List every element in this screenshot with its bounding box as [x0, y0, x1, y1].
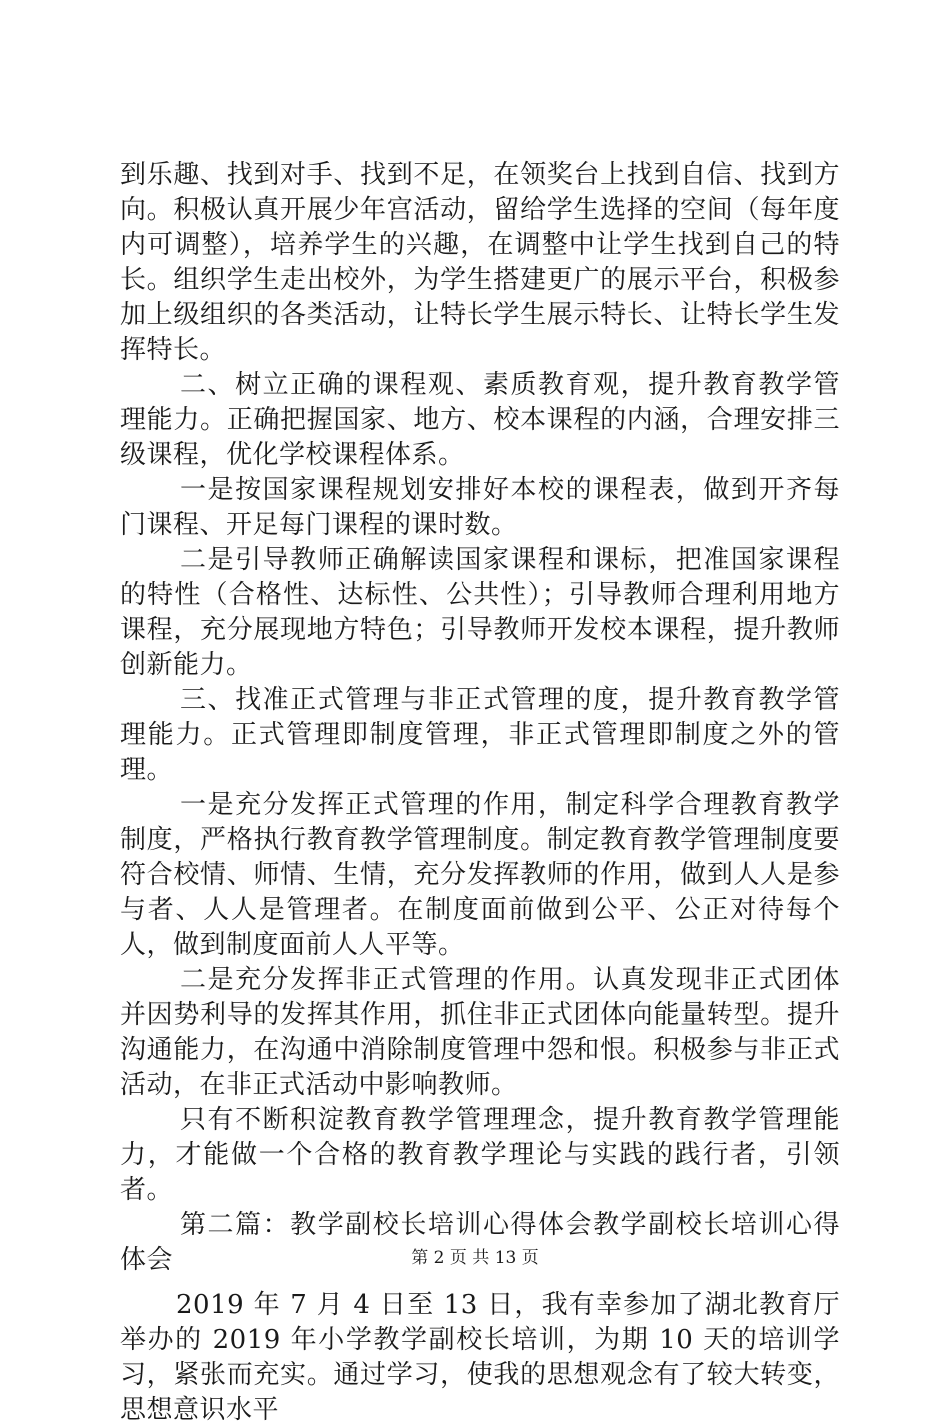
- document-body: [120, 158, 840, 1428]
- paragraph-1: 到乐趣、找到对手、找到不足，在领奖台上找到自信、找到方向。积极认真开展少年宫活动，留给学生选择的空间（每年度内可调整），培养学生的兴趣，在调整中让学生找到自己的特长。组织学生走出校外，为学生搭建更广的展示平台，积极参加上级组织的各类活动，让特长学生展示特长、让特长学生发挥特长。: [120, 160, 840, 365]
- page-footer: 第 2 页 共 13 页: [411, 1248, 539, 1268]
- paragraph-7: 二是充分发挥非正式管理的作用。认真发现非正式团体并因势利导的发挥其作用，抓住非正式团体向能量转型。提升沟通能力，在沟通中消除制度管理中怨和恨。积极参与非正式活动，在非正式活动中影响教师。: [120, 965, 840, 1100]
- paragraph-5: 三、找准正式管理与非正式管理的度，提升教育教学管理能力。正式管理即制度管理，非正式管理即制度之外的管理。: [120, 685, 840, 785]
- paragraph-4: 二是引导教师正确解读国家课程和课标，把准国家课程的特性（合格性、达标性、公共性）；引导教师合理利用地方课程，充分展现地方特色；引导教师开发校本课程，提升教师创新能力。: [120, 545, 840, 680]
- paragraph-8: 只有不断积淀教育教学管理理念，提升教育教学管理能力，才能做一个合格的教育教学理论与实践的践行者，引领者。: [120, 1105, 840, 1205]
- paragraph-2: 二、树立正确的课程观、素质教育观，提升教育教学管理能力。正确把握国家、地方、校本课程的内涵，合理安排三级课程，优化学校课程体系。: [120, 370, 840, 470]
- section-heading: 第二篇：教学副校长培训心得体会教学副校长培训心得体会: [120, 1210, 840, 1275]
- paragraph-6: 一是充分发挥正式管理的作用，制定科学合理教育教学制度，严格执行教育教学管理制度。制定教育教学管理制度要符合校情、师情、生情，充分发挥教师的作用，做到人人是参与者、人人是管理者。在制度面前做到公平、公正对待每个人，做到制度面前人人平等。: [120, 790, 840, 960]
- paragraph-final: 2019 年 7 月 4 日至 13 日，我有幸参加了湖北教育厅举办的 2019 年小学教学副校长培训，为期 10 天的培训学习，紧张而充实。通过学习，使我的思想观念有了较大转变，思想意识水平: [120, 1290, 840, 1425]
- paragraph-3: 一是按国家课程规划安排好本校的课程表，做到开齐每门课程、开足每门课程的课时数。: [120, 475, 840, 540]
